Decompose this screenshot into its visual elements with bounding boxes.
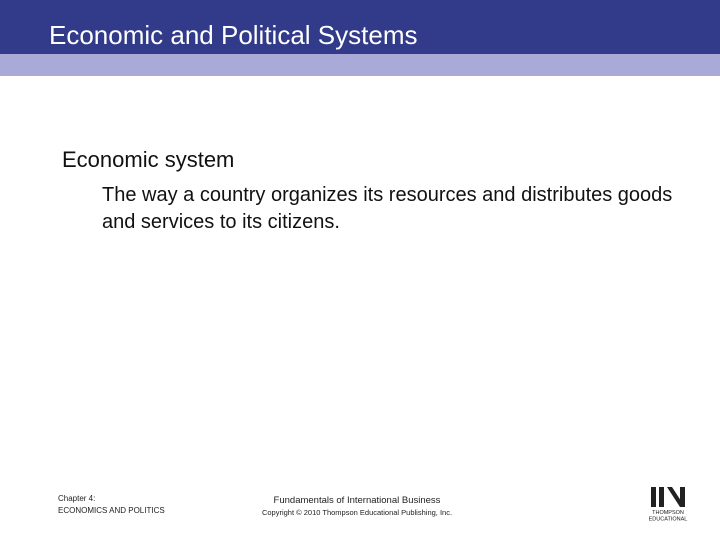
slide-title: Economic and Political Systems [49,20,418,50]
publisher-logo-icon [648,486,688,522]
chapter-title: ECONOMICS AND POLITICS [58,505,165,515]
chapter-label [58,493,165,516]
logo-text-line1: THOMPSON [652,510,684,516]
economic-system-heading: Economic system [62,147,235,172]
copyright-notice: Copyright © 2010 Thompson Educational Publishing, Inc. [261,508,453,518]
chapter-number: Chapter 4: [58,494,96,503]
book-title: Fundamentals of International Business [273,495,441,506]
economic-system-definition: The way a country organizes its resources and distributes goods and services to its citizens. [102,184,673,233]
header-accent-stripe [0,54,720,76]
logo-text-line2: EDUCATIONAL [648,516,688,522]
footer-credits [240,495,474,519]
